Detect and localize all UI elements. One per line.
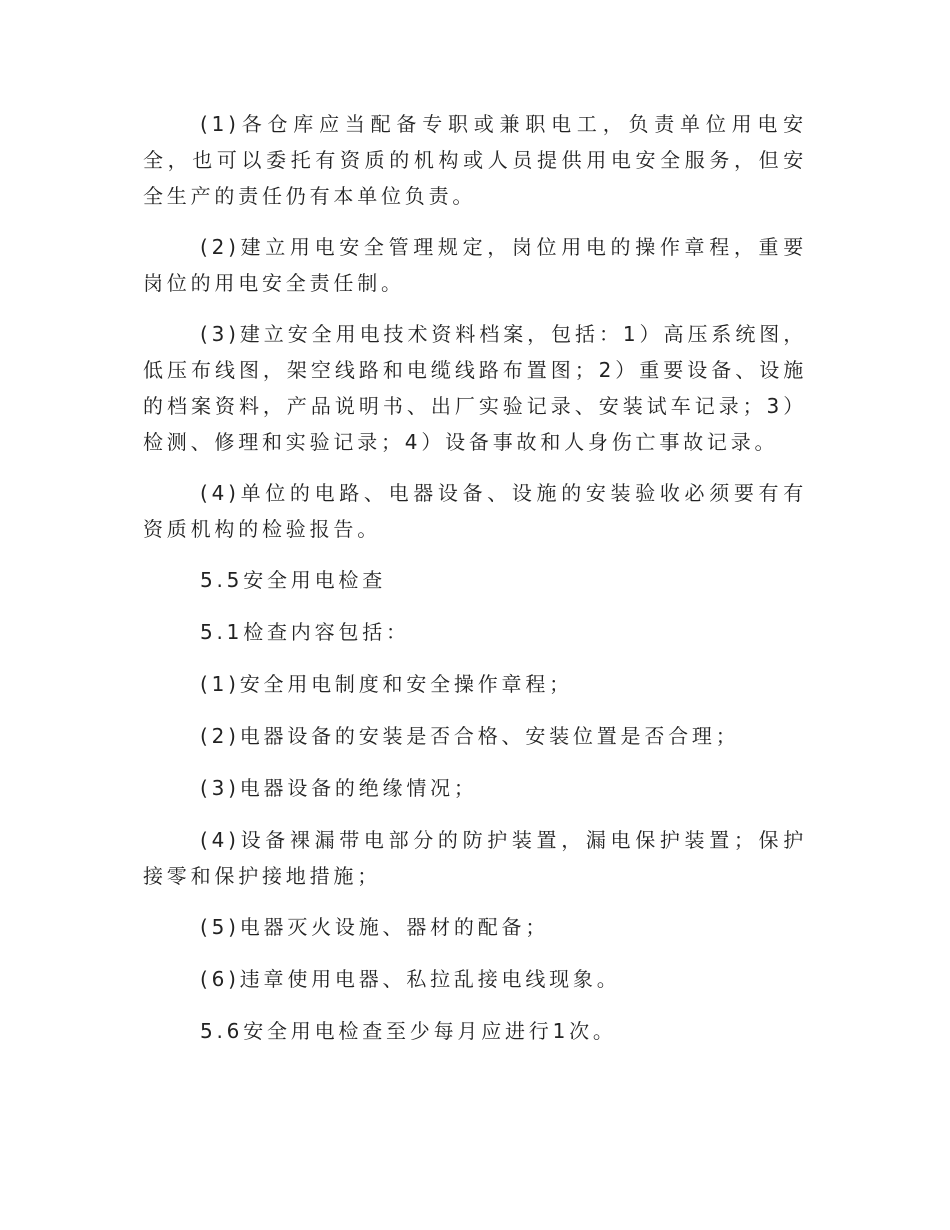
list-item-insulation: (3)电器设备的绝缘情况；: [200, 776, 478, 800]
list-item-installation-check: (2)电器设备的安装是否合格、安装位置是否合理；: [200, 724, 740, 748]
paragraph-inspection-frequency: 5.6安全用电检查至少每月应进行1次。: [200, 1019, 617, 1043]
list-item-safety-system: (1)安全用电制度和安全操作章程；: [200, 672, 573, 696]
paragraph-management-rules: (2)建立用电安全管理规定，岗位用电的操作章程，重要岗位的用电安全责任制。: [143, 235, 807, 295]
list-item-fire-equipment: (5)电器灭火设施、器材的配备；: [200, 915, 550, 939]
paragraph-technical-archives: (3)建立安全用电技术资料档案，包括：1）高压系统图，低压布线图，架空线路和电缆线路布置图；2）重要设备、设施的档案资料，产品说明书、出厂实验记录、安装试车记录；3）检测、修理和实验记录；4）设备事故和人身伤亡事故记录。: [143, 322, 807, 454]
paragraph-electrician-requirement: (1)各仓库应当配备专职或兼职电工，负责单位用电安全，也可以委托有资质的机构或人员提供用电安全服务，但安全生产的责任仍有本单位负责。: [143, 112, 807, 208]
section-heading-safety-inspection: 5.5安全用电检查: [200, 568, 387, 592]
subsection-inspection-contents: 5.1检查内容包括：: [200, 620, 410, 644]
list-item-protection-devices: (4)设备裸漏带电部分的防护装置，漏电保护装置；保护接零和保护接地措施；: [143, 828, 807, 888]
list-item-violations: (6)违章使用电器、私拉乱接电线现象。: [200, 967, 621, 991]
document-body: [143, 106, 807, 1065]
paragraph-inspection-report: (4)单位的电路、电器设备、设施的安装验收必须要有有资质机构的检验报告。: [143, 481, 807, 541]
